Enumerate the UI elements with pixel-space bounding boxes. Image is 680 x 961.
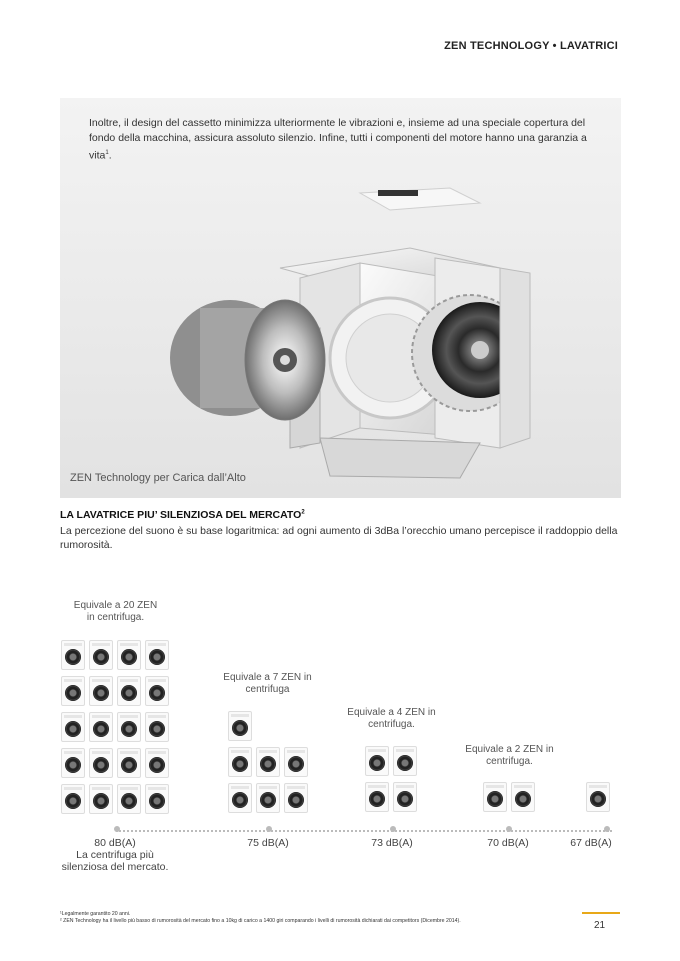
axis-tick-80 [114, 826, 120, 832]
db-note-line2: silenziosa del mercato. [61, 861, 169, 873]
group-label-20-line2: in centrifuga. [86, 612, 145, 623]
section-title-text: LA LAVATRICE PIU’ SILENZIOSA DEL MERCATO [60, 509, 302, 521]
washer-grid-4 [365, 746, 422, 816]
washing-machine-icon [61, 712, 85, 742]
washing-machine-icon [393, 746, 417, 776]
washer-door-icon [232, 756, 248, 772]
washer-door-icon [65, 685, 81, 701]
axis-tick-67 [604, 826, 610, 832]
group-label-4-line1: Equivale a 4 ZEN in [347, 707, 436, 718]
washing-machine-icon [393, 782, 417, 812]
footnote-2: ² ZEN Technology ha il livello più basso di rumorosità del mercato fino a 10kg di carico a 1400 giri comparando i livelli di rumorosità dichiarati dai competitors (Dicembre 2014). [60, 918, 461, 924]
db-label-73: 73 dB(A) [371, 837, 413, 849]
washing-machine-icon [117, 640, 141, 670]
hero-paragraph [89, 116, 589, 164]
axis-tick-73 [390, 826, 396, 832]
washer-door-icon [149, 721, 165, 737]
washer-door-icon [232, 720, 248, 736]
group-label-2-line2: centrifuga. [486, 756, 533, 767]
group-label-7-line2: centrifuga [245, 684, 290, 695]
washing-machine-icon [284, 783, 308, 813]
header-title: ZEN TECHNOLOGY • LAVATRICI [444, 40, 618, 52]
washer-door-icon [149, 685, 165, 701]
washing-machine-icon [89, 640, 113, 670]
washing-machine-icon [117, 712, 141, 742]
washing-machine-icon [365, 746, 389, 776]
washing-machine-icon [61, 676, 85, 706]
hero-caption: ZEN Technology per Carica dall’Alto [70, 472, 246, 484]
washer-door-icon [590, 791, 606, 807]
washer-grid-2 [483, 782, 540, 816]
washing-machine-icon [228, 783, 252, 813]
washing-machine-icon [61, 640, 85, 670]
washing-machine-icon [89, 784, 113, 814]
washer-door-icon [93, 757, 109, 773]
washer-door-icon [93, 721, 109, 737]
washer-door-icon [93, 649, 109, 665]
hero-text-end: . [108, 149, 112, 162]
washer-door-icon [288, 756, 304, 772]
washer-door-icon [487, 791, 503, 807]
washer-door-icon [260, 792, 276, 808]
washer-door-icon [260, 756, 276, 772]
washer-grid-1 [586, 782, 614, 816]
page-number: 21 [594, 920, 606, 931]
washing-machine-icon [145, 748, 169, 778]
db-note-line1: La centrifuga più [76, 849, 154, 861]
washer-door-icon [515, 791, 531, 807]
washing-machine-icon [61, 748, 85, 778]
washing-machine-icon [145, 784, 169, 814]
washer-door-icon [93, 685, 109, 701]
washer-door-icon [121, 721, 137, 737]
washing-machine-icon [228, 747, 252, 777]
washer-door-icon [149, 793, 165, 809]
washing-machine-icon [511, 782, 535, 812]
section-body: La percezione del suono è su base logaritmica: ad ogni aumento di 3dBa l’orecchio umano percepisce il raddoppio della rumorosità. [60, 525, 618, 551]
hero-text-sup: 1 [105, 150, 109, 156]
washer-door-icon [65, 649, 81, 665]
washer-door-icon [149, 757, 165, 773]
washing-machine-icon [61, 784, 85, 814]
group-label-7 [210, 672, 325, 696]
washing-machine-icon [117, 784, 141, 814]
washer-door-icon [121, 649, 137, 665]
washer-grid-7 [228, 711, 313, 816]
washing-machine-icon [365, 782, 389, 812]
washing-machine-icon [89, 712, 113, 742]
washer-grid-20 [61, 640, 174, 816]
hero-image-panel [60, 98, 621, 498]
hero-text-main: Inoltre, il design del cassetto minimizza ulteriormente le vibrazioni e, insieme ad una speciale copertura del fondo della macchina, assicura assoluto silenzio. Infine, tutti i componenti del motore hanno una garanzia a vita [89, 117, 587, 162]
axis-tick-70 [506, 826, 512, 832]
washer-door-icon [93, 793, 109, 809]
group-label-20 [58, 600, 173, 624]
axis-tick-75 [266, 826, 272, 832]
group-label-7-line1: Equivale a 7 ZEN in [223, 672, 312, 683]
section-title-sup: 2 [301, 509, 305, 516]
page-number-rule [582, 912, 620, 914]
washing-machine-icon [145, 676, 169, 706]
washer-door-icon [149, 649, 165, 665]
washer-door-icon [397, 755, 413, 771]
washing-machine-icon [89, 748, 113, 778]
washer-door-icon [121, 757, 137, 773]
washer-door-icon [232, 792, 248, 808]
washing-machine-icon [117, 748, 141, 778]
washing-machine-icon [145, 640, 169, 670]
washer-door-icon [65, 793, 81, 809]
db-label-70: 70 dB(A) [487, 837, 529, 849]
db-value-80: 80 dB(A) [94, 837, 136, 849]
washing-machine-icon [228, 711, 252, 741]
group-label-2 [452, 744, 567, 768]
washing-machine-icon [89, 676, 113, 706]
washing-machine-icon [284, 747, 308, 777]
db-label-67: 67 dB(A) [570, 837, 612, 849]
washer-door-icon [369, 755, 385, 771]
washing-machine-icon [586, 782, 610, 812]
washing-machine-icon [256, 747, 280, 777]
washer-door-icon [288, 792, 304, 808]
group-label-4 [334, 707, 449, 731]
footnotes [60, 911, 580, 925]
washing-machine-icon [256, 783, 280, 813]
group-label-20-line1: Equivale a 20 ZEN [73, 600, 158, 611]
washer-door-icon [397, 791, 413, 807]
washing-machine-icon [483, 782, 507, 812]
washer-door-icon [121, 685, 137, 701]
washer-door-icon [65, 757, 81, 773]
group-label-4-line2: centrifuga. [368, 719, 415, 730]
db-label-75: 75 dB(A) [247, 837, 289, 849]
decibel-axis [116, 830, 612, 832]
washing-machine-icon [145, 712, 169, 742]
db-label-80 [50, 837, 180, 873]
washer-door-icon [65, 721, 81, 737]
footnote-1: ¹Legalmente garantito 20 anni. [60, 911, 131, 917]
washer-door-icon [369, 791, 385, 807]
group-label-2-line1: Equivale a 2 ZEN in [465, 744, 554, 755]
washing-machine-icon [117, 676, 141, 706]
section-title [60, 509, 305, 521]
washer-door-icon [121, 793, 137, 809]
